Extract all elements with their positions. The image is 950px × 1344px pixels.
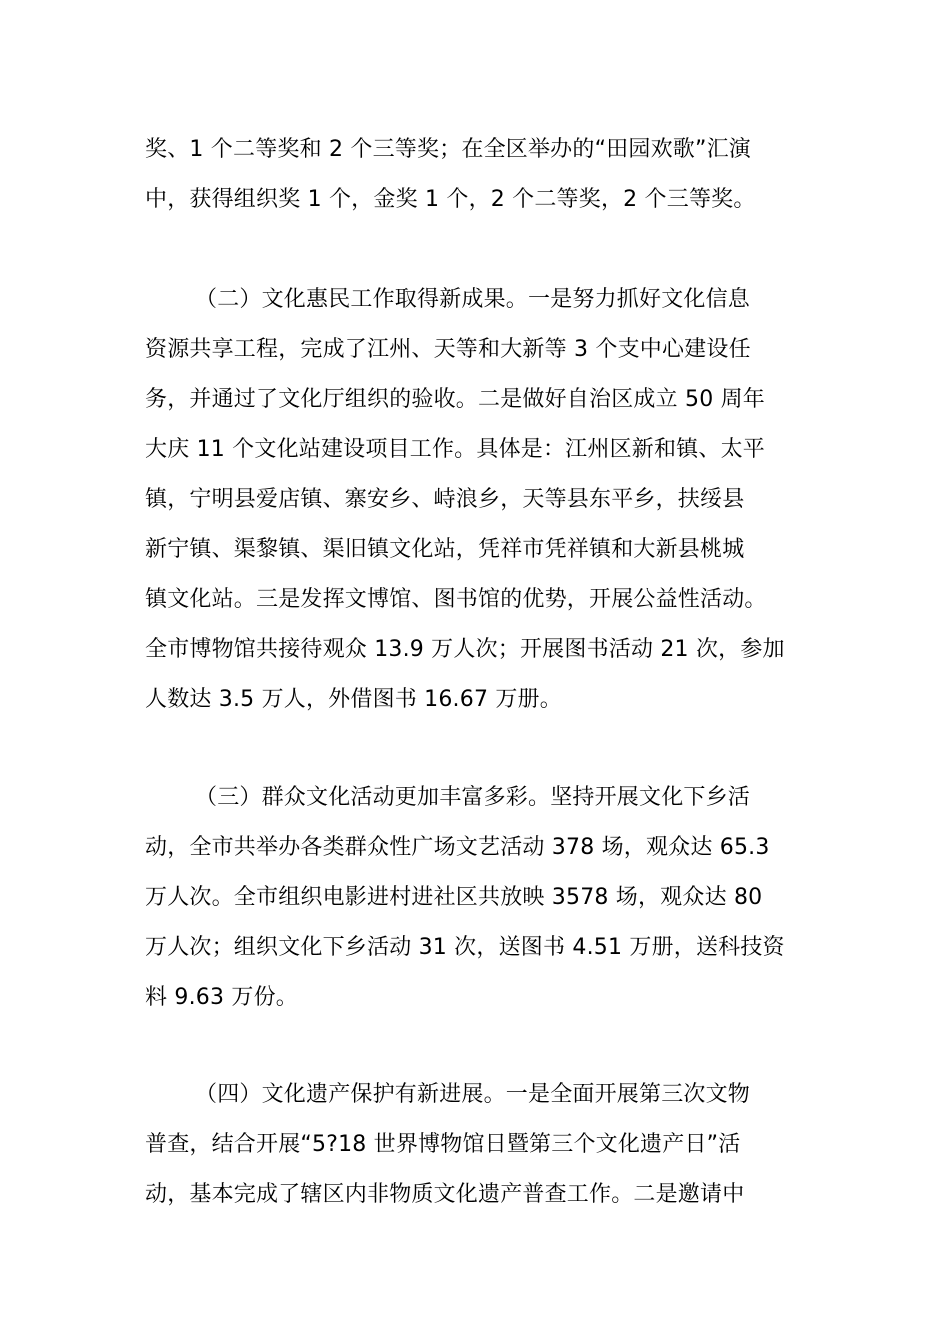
text-line: 镇，宁明县爱店镇、寨安乡、峙浪乡，天等县东平乡，扶绥县 (145, 487, 745, 512)
text-line: 动，全市共举办各类群众性广场文艺活动 378 场，观众达 65.3 (145, 835, 770, 860)
paragraph-mass-culture (145, 773, 815, 1023)
text-line: 大庆 11 个文化站建设项目工作。具体是：江州区新和镇、太平 (145, 437, 765, 462)
text-line: 动，基本完成了辖区内非物质文化遗产普查工作。二是邀请中 (145, 1182, 745, 1207)
text-line: （四）文化遗产保护有新进展。一是全面开展第三次文物 (195, 1082, 751, 1107)
text-line: 资源共享工程，完成了江州、天等和大新等 3 个支中心建设任 (145, 337, 751, 362)
text-line: 普查，结合开展“5?18 世界博物馆日暨第三个文化遗产日”活 (145, 1132, 741, 1157)
text-line: 万人次。全市组织电影进村进社区共放映 3578 场，观众达 80 (145, 885, 763, 910)
text-line: （二）文化惠民工作取得新成果。一是努力抓好文化信息 (195, 287, 751, 312)
text-line: （三）群众文化活动更加丰富多彩。坚持开展文化下乡活 (195, 785, 751, 810)
text-line: 奖、1 个二等奖和 2 个三等奖；在全区举办的“田园欢歌”汇演 (145, 137, 751, 162)
paragraph-cultural-benefit (145, 275, 815, 725)
text-line: 镇文化站。三是发挥文博馆、图书馆的优势，开展公益性活动。 (145, 587, 767, 612)
text-line: 务，并通过了文化厅组织的验收。二是做好自治区成立 50 周年 (145, 387, 765, 412)
paragraph-heritage (145, 1070, 815, 1220)
text-line: 料 9.63 万份。 (145, 985, 298, 1010)
paragraph-awards (145, 125, 815, 225)
text-line: 人数达 3.5 万人，外借图书 16.67 万册。 (145, 687, 562, 712)
text-line: 全市博物馆共接待观众 13.9 万人次；开展图书活动 21 次，参加 (145, 637, 785, 662)
text-line: 万人次；组织文化下乡活动 31 次，送图书 4.51 万册，送科技资 (145, 935, 785, 960)
text-line: 新宁镇、渠黎镇、渠旧镇文化站，凭祥市凭祥镇和大新县桃城 (145, 537, 745, 562)
text-line: 中，获得组织奖 1 个，金奖 1 个，2 个二等奖，2 个三等奖。 (145, 187, 756, 212)
